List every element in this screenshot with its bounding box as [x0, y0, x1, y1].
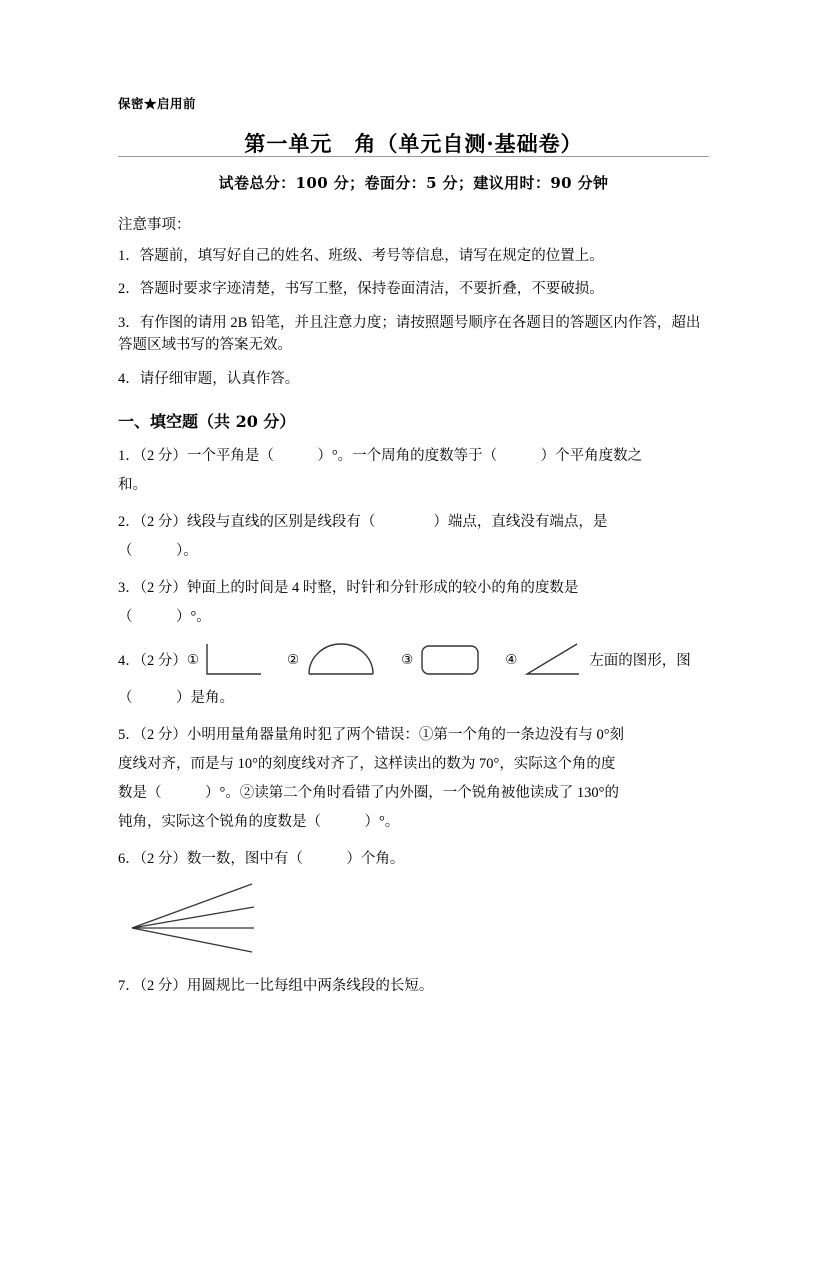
figure-angle: [521, 640, 583, 680]
question-1-line-1: 1．（2 分）一个平角是（ ）°。一个周角的度数等于（ ）个平角度数之: [118, 448, 643, 465]
question-2-line-2: （ ）。: [118, 543, 198, 560]
question-5-line-1: 5．（2 分）小明用量角器量角时犯了两个错误：①第一个角的一条边没有与 0°刻: [118, 726, 625, 743]
figure-label-3: ③: [401, 651, 414, 667]
question-5-line-3: 数是（ ）°。②读第二个角时看错了内外圈，一个锐角被他读成了 130°的: [118, 784, 619, 801]
question-5-line-2: 度线对齐，而是与 10°的刻度线对齐了，这样读出的数为 70°，实际这个角的度: [118, 755, 616, 772]
figure-rounded-rect: [417, 640, 483, 680]
page-subtitle: 试卷总分：100 分；卷面分：5 分；建议用时：90 分钟: [218, 174, 609, 192]
question-4-line-2: （ ）是角。: [118, 689, 234, 706]
notice-item-2: 2．答题时要求字迹清楚，书写工整，保持卷面清洁，不要折叠，不要破损。: [118, 281, 604, 298]
figure-label-4: ④: [505, 651, 518, 667]
exam-page: [0, 94, 827, 1263]
figure-label-1: ①: [186, 651, 199, 667]
question-4-row: [118, 640, 709, 680]
figure-semicircle: [303, 640, 379, 680]
notice-item-4: 4．请仔细审题，认真作答。: [118, 370, 300, 387]
header-rule: [118, 156, 709, 157]
notice-heading: 注意事项：: [118, 217, 191, 233]
figure-label-2: ②: [286, 651, 300, 667]
question-7-line-1: 7．（2 分）用圆规比一比每组中两条线段的长短。: [118, 977, 434, 994]
question-2-line-1: 2．（2 分）线段与直线的区别是线段有（ ）端点，直线没有端点，是: [118, 514, 608, 531]
question-3-line-1: 3．（2 分）钟面上的时间是 4 时整，时针和分针形成的较小的角的度数是: [118, 580, 579, 597]
page-title: 第一单元 角（单元自测·基础卷）: [244, 131, 583, 156]
notice-item-1: 1．答题前，填写好自己的姓名、班级、考号等信息，请写在规定的位置上。: [118, 248, 604, 264]
question-6-line-1: 6．（2 分）数一数，图中有（ ）个角。: [118, 850, 405, 867]
question-3-line-2: （ ）°。: [118, 609, 211, 626]
notice-item-3: 3．有作图的请用 2B 铅笔，并且注意力度；请按照题号顺序在各题目的答题区内作答，超出答题区域书写的答案无效。: [118, 314, 701, 354]
section-title-fill-in-blank: 一、填空题（共 20 分）: [118, 412, 296, 432]
secret-label: 保密★启用前: [118, 96, 197, 111]
question-4-tail: 左面的图形，图: [589, 653, 691, 670]
figure-bent-line: [203, 640, 265, 680]
question-4-prefix: 4．（2 分）: [118, 653, 187, 670]
question-1-line-2: 和。: [118, 477, 147, 494]
question-5-line-4: 钝角，实际这个锐角的度数是（ ）°。: [118, 813, 400, 830]
figure-multiple-angles: [126, 880, 709, 958]
